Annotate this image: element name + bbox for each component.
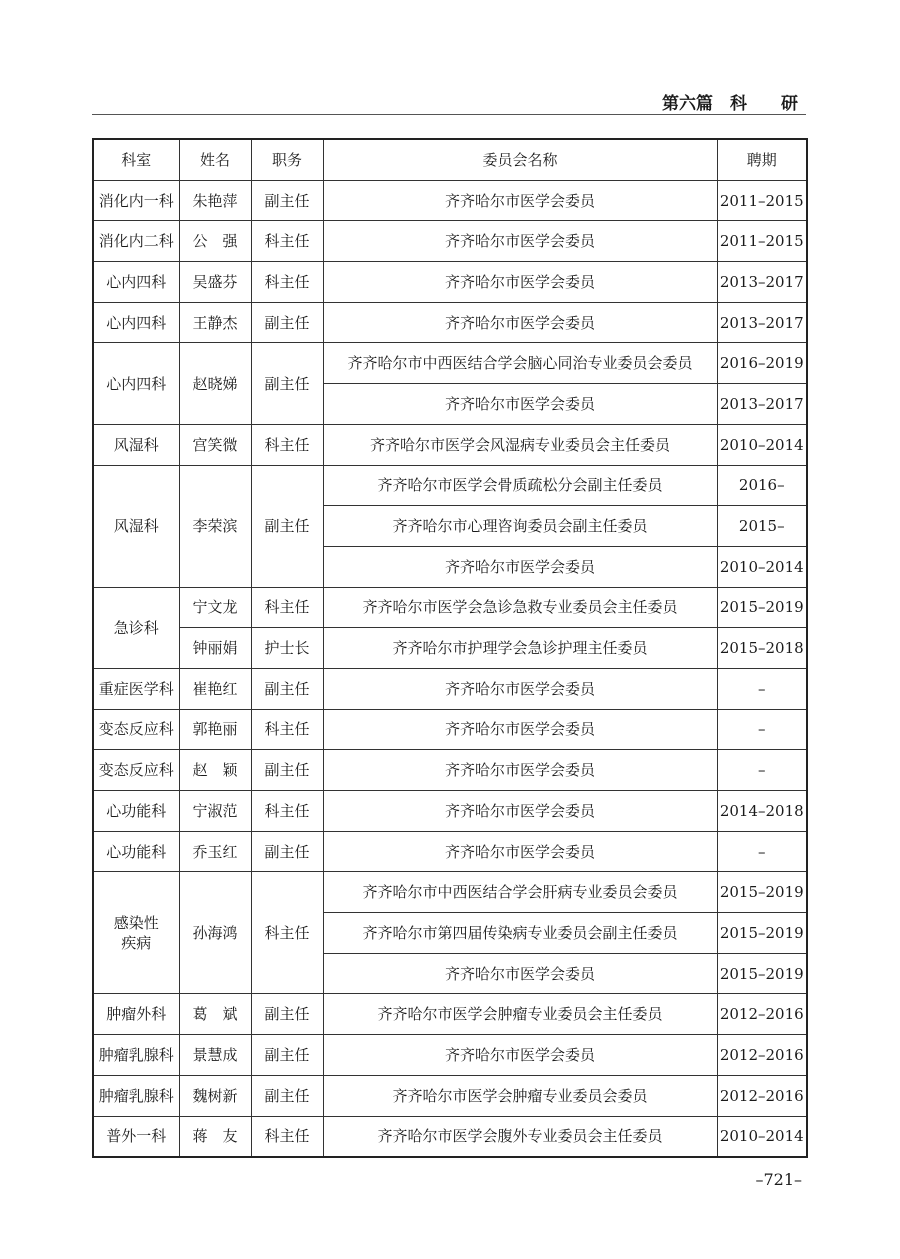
cell-department: 急诊科 [93, 587, 179, 668]
cell-department: 心内四科 [93, 302, 179, 343]
cell-position: 科主任 [251, 587, 323, 628]
cell-department: 变态反应科 [93, 709, 179, 750]
cell-name: 赵 颖 [179, 750, 251, 791]
cell-name: 公 强 [179, 221, 251, 262]
cell-position: 科主任 [251, 1116, 323, 1157]
table-header-row [93, 139, 807, 180]
cell-term: 2015– [717, 506, 807, 547]
cell-position: 护士长 [251, 628, 323, 669]
cell-term: 2013–2017 [717, 384, 807, 425]
cell-name: 孙海鸿 [179, 872, 251, 994]
cell-position: 副主任 [251, 465, 323, 587]
cell-term: 2012–2016 [717, 994, 807, 1035]
header-committee: 委员会名称 [323, 139, 717, 180]
cell-department: 变态反应科 [93, 750, 179, 791]
cell-name: 王静杰 [179, 302, 251, 343]
page-number: –721– [755, 1170, 802, 1189]
table-row [93, 1075, 807, 1116]
cell-name: 钟丽娟 [179, 628, 251, 669]
table-row [93, 587, 807, 628]
cell-department: 肿瘤乳腺科 [93, 1035, 179, 1076]
cell-committee: 齐齐哈尔市医学会急诊急救专业委员会主任委员 [323, 587, 717, 628]
cell-committee: 齐齐哈尔市医学会委员 [323, 384, 717, 425]
cell-committee: 齐齐哈尔市心理咨询委员会副主任委员 [323, 506, 717, 547]
cell-committee: 齐齐哈尔市医学会骨质疏松分会副主任委员 [323, 465, 717, 506]
cell-department: 心内四科 [93, 343, 179, 424]
cell-position: 科主任 [251, 221, 323, 262]
cell-position: 科主任 [251, 872, 323, 994]
cell-position: 科主任 [251, 424, 323, 465]
cell-term: 2015–2019 [717, 872, 807, 913]
cell-term: – [717, 668, 807, 709]
table-row [93, 628, 807, 669]
running-head [92, 86, 806, 115]
cell-term: – [717, 831, 807, 872]
cell-position: 副主任 [251, 668, 323, 709]
cell-department: 消化内二科 [93, 221, 179, 262]
table-row [93, 180, 807, 221]
cell-term: 2010–2014 [717, 1116, 807, 1157]
cell-department: 肿瘤外科 [93, 994, 179, 1035]
cell-committee: 齐齐哈尔市中西医结合学会脑心同治专业委员会委员 [323, 343, 717, 384]
cell-term: 2010–2014 [717, 424, 807, 465]
cell-committee: 齐齐哈尔市医学会委员 [323, 180, 717, 221]
table-row [93, 750, 807, 791]
cell-term: 2012–2016 [717, 1075, 807, 1116]
cell-position: 副主任 [251, 343, 323, 424]
cell-committee: 齐齐哈尔市医学会委员 [323, 668, 717, 709]
cell-position: 科主任 [251, 791, 323, 832]
cell-name: 宁文龙 [179, 587, 251, 628]
cell-term: 2015–2019 [717, 913, 807, 954]
cell-department: 重症医学科 [93, 668, 179, 709]
cell-name: 崔艳红 [179, 668, 251, 709]
cell-committee: 齐齐哈尔市医学会委员 [323, 262, 717, 303]
cell-department: 心功能科 [93, 791, 179, 832]
cell-term: 2011–2015 [717, 180, 807, 221]
table-row [93, 1116, 807, 1157]
cell-committee: 齐齐哈尔市医学会风湿病专业委员会主任委员 [323, 424, 717, 465]
cell-name: 郭艳丽 [179, 709, 251, 750]
cell-committee: 齐齐哈尔市医学会委员 [323, 1035, 717, 1076]
cell-term: 2014–2018 [717, 791, 807, 832]
header-department: 科室 [93, 139, 179, 180]
cell-department: 风湿科 [93, 465, 179, 587]
cell-name: 葛 斌 [179, 994, 251, 1035]
cell-department: 普外一科 [93, 1116, 179, 1157]
cell-name: 宁淑范 [179, 791, 251, 832]
table-row [93, 831, 807, 872]
table-row [93, 791, 807, 832]
cell-department: 心内四科 [93, 262, 179, 303]
cell-name: 赵晓娣 [179, 343, 251, 424]
cell-term: 2015–2019 [717, 953, 807, 994]
header-term: 聘期 [717, 139, 807, 180]
cell-position: 副主任 [251, 994, 323, 1035]
cell-department: 风湿科 [93, 424, 179, 465]
table-row [93, 994, 807, 1035]
cell-term: 2013–2017 [717, 302, 807, 343]
section-title: 第六篇 科 研 [662, 94, 798, 114]
cell-position: 副主任 [251, 1035, 323, 1076]
table-row [93, 221, 807, 262]
cell-committee: 齐齐哈尔市医学会腹外专业委员会主任委员 [323, 1116, 717, 1157]
cell-name: 吴盛芬 [179, 262, 251, 303]
cell-name: 乔玉红 [179, 831, 251, 872]
cell-committee: 齐齐哈尔市医学会委员 [323, 302, 717, 343]
cell-committee: 齐齐哈尔市中西医结合学会肝病专业委员会委员 [323, 872, 717, 913]
cell-department: 消化内一科 [93, 180, 179, 221]
cell-term: 2012–2016 [717, 1035, 807, 1076]
cell-name: 景慧成 [179, 1035, 251, 1076]
cell-position: 科主任 [251, 262, 323, 303]
table-row [93, 465, 807, 506]
cell-term: 2010–2014 [717, 546, 807, 587]
table-row [93, 302, 807, 343]
cell-position: 副主任 [251, 831, 323, 872]
cell-term: 2015–2018 [717, 628, 807, 669]
cell-name: 宫笑微 [179, 424, 251, 465]
cell-position: 副主任 [251, 750, 323, 791]
cell-position: 科主任 [251, 709, 323, 750]
cell-name: 蒋 友 [179, 1116, 251, 1157]
cell-term: 2016– [717, 465, 807, 506]
cell-committee: 齐齐哈尔市医学会委员 [323, 791, 717, 832]
cell-committee: 齐齐哈尔市医学会委员 [323, 709, 717, 750]
cell-name: 魏树新 [179, 1075, 251, 1116]
cell-department: 感染性疾病 [93, 872, 179, 994]
cell-committee: 齐齐哈尔市医学会委员 [323, 953, 717, 994]
table-row [93, 668, 807, 709]
cell-term: 2013–2017 [717, 262, 807, 303]
committee-table [92, 138, 808, 1158]
cell-position: 副主任 [251, 302, 323, 343]
cell-committee: 齐齐哈尔市第四届传染病专业委员会副主任委员 [323, 913, 717, 954]
table-row [93, 709, 807, 750]
cell-committee: 齐齐哈尔市医学会委员 [323, 546, 717, 587]
cell-term: 2016–2019 [717, 343, 807, 384]
cell-position: 副主任 [251, 1075, 323, 1116]
cell-position: 副主任 [251, 180, 323, 221]
cell-committee: 齐齐哈尔市护理学会急诊护理主任委员 [323, 628, 717, 669]
cell-department: 肿瘤乳腺科 [93, 1075, 179, 1116]
cell-committee: 齐齐哈尔市医学会肿瘤专业委员会主任委员 [323, 994, 717, 1035]
cell-name: 李荣滨 [179, 465, 251, 587]
cell-term: – [717, 750, 807, 791]
cell-committee: 齐齐哈尔市医学会委员 [323, 750, 717, 791]
header-position: 职务 [251, 139, 323, 180]
cell-committee: 齐齐哈尔市医学会肿瘤专业委员会委员 [323, 1075, 717, 1116]
cell-term: – [717, 709, 807, 750]
table-row [93, 1035, 807, 1076]
header-name: 姓名 [179, 139, 251, 180]
table-row [93, 872, 807, 913]
cell-department: 心功能科 [93, 831, 179, 872]
cell-term: 2015–2019 [717, 587, 807, 628]
table-row [93, 343, 807, 384]
table-row [93, 424, 807, 465]
cell-committee: 齐齐哈尔市医学会委员 [323, 831, 717, 872]
table-row [93, 262, 807, 303]
cell-term: 2011–2015 [717, 221, 807, 262]
cell-committee: 齐齐哈尔市医学会委员 [323, 221, 717, 262]
cell-name: 朱艳萍 [179, 180, 251, 221]
